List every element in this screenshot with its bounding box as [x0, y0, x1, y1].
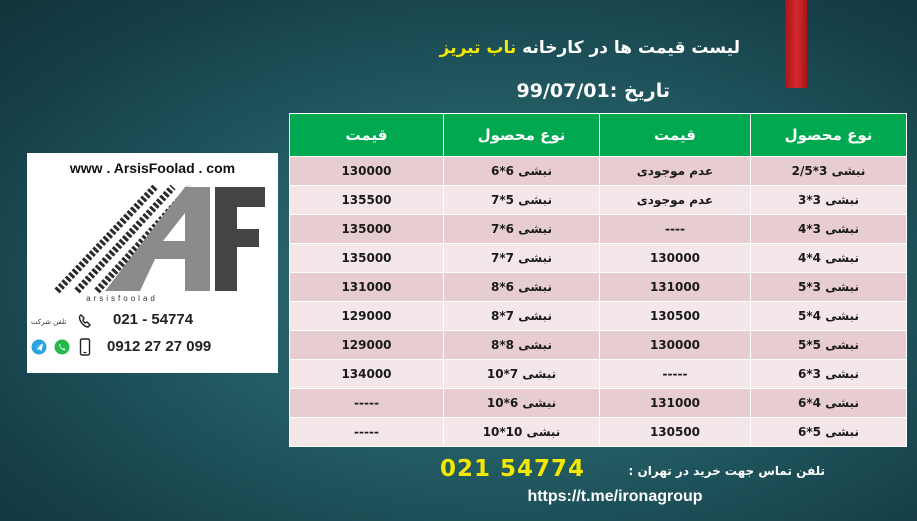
column-header: قیمت: [600, 114, 751, 157]
product-cell: نبشی 3*4: [751, 215, 907, 244]
product-cell: نبشی 3*2/5: [751, 157, 907, 186]
table-row: [290, 273, 907, 302]
table-row: [290, 215, 907, 244]
price-cell: 130500: [600, 302, 751, 331]
price-cell: 130000: [290, 157, 444, 186]
product-cell: نبشی 7*7: [444, 244, 600, 273]
product-cell: نبشی 5*5: [751, 331, 907, 360]
title-text: لیست قیمت ها در کارخانه: [522, 38, 740, 58]
price-cell: 131000: [600, 273, 751, 302]
office-phone: 021 - 54774: [113, 311, 194, 328]
price-cell: 129000: [290, 302, 444, 331]
price-cell: 129000: [290, 331, 444, 360]
product-cell: نبشی 4*5: [751, 302, 907, 331]
product-cell: نبشی 3*6: [751, 360, 907, 389]
telegram-link[interactable]: https://t.me/ironagroup: [527, 488, 703, 505]
product-cell: نبشی 6*10: [444, 389, 600, 418]
price-cell: 130000: [600, 331, 751, 360]
price-cell: ----: [600, 215, 751, 244]
price-cell: 130500: [600, 418, 751, 447]
table-row: [290, 244, 907, 273]
contact-line: [430, 456, 830, 486]
phone-icon: [77, 313, 93, 329]
price-cell: عدم موجودی: [600, 157, 751, 186]
page-title: [430, 38, 740, 58]
title-factory-name: ناب تبریز: [439, 38, 517, 58]
red-ribbon: [785, 0, 807, 88]
product-cell: نبشی 4*4: [751, 244, 907, 273]
telegram-icon: [31, 339, 47, 355]
table-row: [290, 389, 907, 418]
price-cell: 135000: [290, 244, 444, 273]
table-row: [290, 157, 907, 186]
whatsapp-icon: [54, 339, 70, 355]
price-cell: -----: [290, 418, 444, 447]
mobile-icon: [79, 338, 91, 356]
company-card: [27, 153, 278, 373]
product-cell: نبشی 7*10: [444, 360, 600, 389]
product-cell: نبشی 10*10: [444, 418, 600, 447]
date-value: 99/07/01: [516, 80, 610, 102]
column-header: نوع محصول: [751, 114, 907, 157]
product-cell: نبشی 5*7: [444, 186, 600, 215]
product-cell: نبشی 6*8: [444, 273, 600, 302]
table-header-row: [290, 114, 907, 157]
price-table: [289, 113, 907, 447]
column-header: قیمت: [290, 114, 444, 157]
price-cell: 135500: [290, 186, 444, 215]
product-cell: نبشی 4*6: [751, 389, 907, 418]
table-row: [290, 418, 907, 447]
price-cell: 131000: [600, 389, 751, 418]
table-row: [290, 186, 907, 215]
product-cell: نبشی 8*8: [444, 331, 600, 360]
contact-number: 021 54774: [440, 456, 586, 482]
price-cell: -----: [600, 360, 751, 389]
price-cell: 135000: [290, 215, 444, 244]
product-cell: نبشی 7*8: [444, 302, 600, 331]
price-cell: 131000: [290, 273, 444, 302]
product-cell: نبشی 5*6: [751, 418, 907, 447]
column-header: نوع محصول: [444, 114, 600, 157]
table-row: [290, 302, 907, 331]
price-cell: عدم موجودی: [600, 186, 751, 215]
product-cell: نبشی 6*6: [444, 157, 600, 186]
product-cell: نبشی 6*7: [444, 215, 600, 244]
office-phone-label: تلفن شرکت: [31, 318, 67, 326]
contact-label: تلفن تماس جهت خرید در تهران :: [628, 464, 825, 478]
price-cell: 134000: [290, 360, 444, 389]
table-row: [290, 360, 907, 389]
price-cell: 130000: [600, 244, 751, 273]
arsisfoolad-logo: [45, 179, 265, 297]
website-text: www . ArsisFoolad . com: [69, 160, 236, 176]
date-line: [480, 80, 670, 102]
brand-text: arsisfoolad: [86, 294, 158, 303]
table-row: [290, 331, 907, 360]
product-cell: نبشی 3*5: [751, 273, 907, 302]
mobile-phone: 0912 27 27 099: [107, 338, 212, 355]
date-label: تاریخ :: [609, 80, 670, 102]
product-cell: نبشی 3*3: [751, 186, 907, 215]
price-cell: -----: [290, 389, 444, 418]
